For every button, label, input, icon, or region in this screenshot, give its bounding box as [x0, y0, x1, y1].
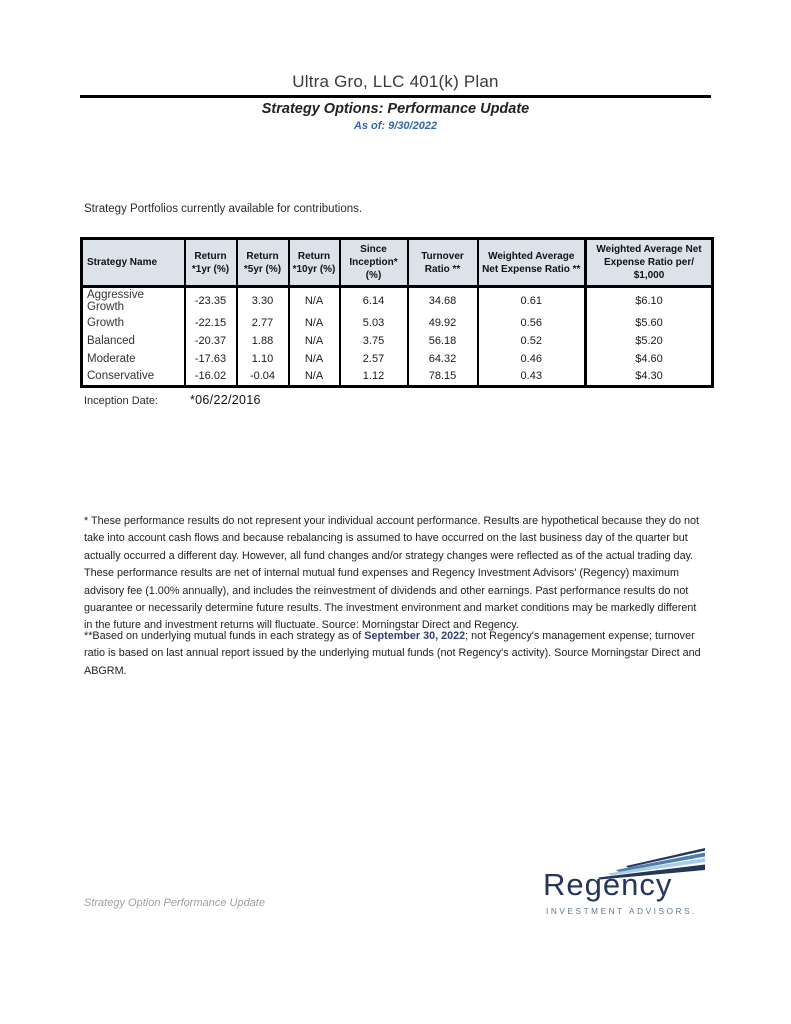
- turnover-ratio: 34.68: [408, 287, 478, 315]
- since-inception: 3.75: [340, 332, 408, 350]
- return-10yr: N/A: [289, 368, 340, 386]
- header-return-1yr: Return *1yr (%): [185, 239, 237, 287]
- return-1yr: -22.15: [185, 314, 237, 332]
- as-of-date: As of: 9/30/2022: [353, 120, 438, 132]
- strategy-name: Aggressive Growth: [82, 287, 185, 315]
- net-expense-ratio: 0.46: [478, 350, 586, 368]
- header-strategy-name: Strategy Name: [82, 239, 185, 287]
- since-inception: 6.14: [340, 287, 408, 315]
- header-return-10yr: Return *10yr (%): [289, 239, 340, 287]
- net-expense-ratio: 0.52: [478, 332, 586, 350]
- table-header-row: [82, 239, 713, 287]
- net-expense-ratio: 0.56: [478, 314, 586, 332]
- logo-wordmark: Regency: [543, 867, 673, 902]
- return-5yr: 1.10: [237, 350, 289, 368]
- footnote-text-pre: **Based on underlying mutual funds in each strategy as of: [84, 630, 365, 642]
- header-net-expense-ratio: Weighted Average Net Expense Ratio **: [478, 239, 586, 287]
- table-row: [82, 314, 713, 332]
- table-row: [82, 350, 713, 368]
- expense-per-1000: $5.60: [586, 314, 713, 332]
- return-5yr: 1.88: [237, 332, 289, 350]
- return-5yr: 2.77: [237, 314, 289, 332]
- table-row: [82, 332, 713, 350]
- strategy-name: Growth: [82, 314, 185, 332]
- header-turnover-ratio: Turnover Ratio **: [408, 239, 478, 287]
- expense-per-1000: $4.60: [586, 350, 713, 368]
- return-10yr: N/A: [289, 287, 340, 315]
- expense-per-1000: $5.20: [586, 332, 713, 350]
- header-return-5yr: Return *5yr (%): [237, 239, 289, 287]
- return-10yr: N/A: [289, 350, 340, 368]
- since-inception: 1.12: [340, 368, 408, 386]
- inception-date-label: Inception Date:: [84, 395, 158, 407]
- header-since-inception: Since Inception* (%): [340, 239, 408, 287]
- return-10yr: N/A: [289, 314, 340, 332]
- since-inception: 5.03: [340, 314, 408, 332]
- expense-per-1000: $6.10: [586, 287, 713, 315]
- strategy-name: Conservative: [82, 368, 185, 386]
- inception-date-value: *06/22/2016: [190, 393, 261, 407]
- turnover-ratio: 49.92: [408, 314, 478, 332]
- page-subtitle: Strategy Options: Performance Update: [261, 101, 530, 117]
- return-1yr: -17.63: [185, 350, 237, 368]
- strategy-name: Balanced: [82, 332, 185, 350]
- net-expense-ratio: 0.43: [478, 368, 586, 386]
- net-expense-ratio: 0.61: [478, 287, 586, 315]
- title-divider-rule: [80, 95, 711, 98]
- header-expense-per-1000: Weighted Average Net Expense Ratio per/ $1,000: [586, 239, 713, 287]
- return-1yr: -16.02: [185, 368, 237, 386]
- document-footer-title: Strategy Option Performance Update: [84, 897, 265, 909]
- turnover-ratio: 64.32: [408, 350, 478, 368]
- strategy-name: Moderate: [82, 350, 185, 368]
- return-5yr: 3.30: [237, 287, 289, 315]
- regency-logo: [540, 843, 720, 923]
- strategy-performance-table: [80, 237, 714, 388]
- expense-ratio-footnote: [84, 628, 704, 680]
- turnover-ratio: 56.18: [408, 332, 478, 350]
- return-5yr: -0.04: [237, 368, 289, 386]
- return-1yr: -20.37: [185, 332, 237, 350]
- logo-tagline: INVESTMENT ADVISORS.: [546, 907, 698, 916]
- since-inception: 2.57: [340, 350, 408, 368]
- page-title: Ultra Gro, LLC 401(k) Plan: [292, 72, 499, 91]
- table-row: [82, 368, 713, 386]
- turnover-ratio: 78.15: [408, 368, 478, 386]
- footnote-text-post: ; not Regency's management expense; turnover ratio is based on last annual report issued by the underlying mutual funds (not Regency's activity). Source Morningstar Direct and ABGRM.: [84, 630, 701, 677]
- performance-disclaimer-footnote: * These performance results do not represent your individual account performance. Results are hypothetical because they do not take into account cash flows and because rebalancing is assumed to have occurred on the last business day of the quarter but actually occurred a different day. However, all fund changes and/or strategy changes were reflected as of the actual trading day. These performance results are net of internal mutual fund expenses and Regency Investment Advisors' (Regency) maximum advisory fee (1.00% annually), and includes the reinvestment of dividends and other earnings. Past performance results do not guarantee or necessarily determine future results. The investment environment and market conditions may be markedly different in the future and investment returns will fluctuate. Source: Morningstar Direct and Regency.: [84, 515, 699, 632]
- return-10yr: N/A: [289, 332, 340, 350]
- footnote-date: September 30, 2022: [364, 630, 466, 642]
- expense-per-1000: $4.30: [586, 368, 713, 386]
- return-1yr: -23.35: [185, 287, 237, 315]
- table-row: [82, 287, 713, 315]
- intro-text: Strategy Portfolios currently available for contributions.: [84, 203, 363, 215]
